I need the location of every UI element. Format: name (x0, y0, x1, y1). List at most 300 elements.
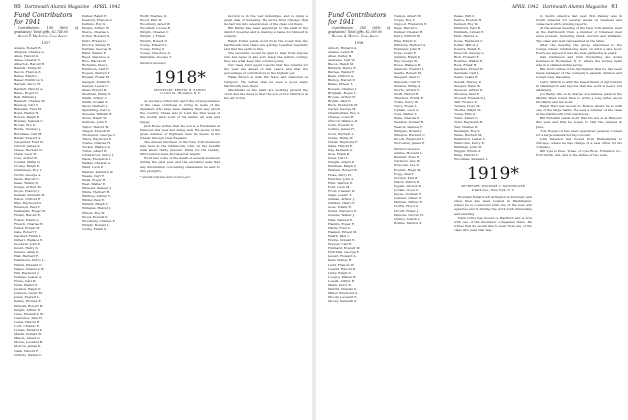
column-4 (224, 14, 308, 416)
contributor-name: Gardner, Frank L. (14, 233, 43, 238)
contributor-name: Whitney, Arthur C. (82, 194, 112, 199)
contributor-name: Davis, Harold C. (14, 176, 40, 181)
fund-heading (328, 12, 390, 39)
contributor-name: Snow, Herbert J. (82, 104, 108, 109)
contributor-name: Libby, Ralph S. (328, 270, 352, 275)
contributor-name: Bennett, Charles W. (14, 98, 46, 103)
contributor-name: Bowers, Charles J. (328, 86, 357, 91)
note-paragraph: Tom Hopwood has been appointed general counsel for a large manufacturing concern. (536, 128, 622, 137)
contributor-name: Bowen, Ralph E. (14, 115, 41, 120)
contributor-name: Thorne, Ralph W. (454, 108, 481, 113)
contributor-name: Zabriskie, George T. (140, 54, 172, 59)
contributor-name: Orcutt, Elmer J. (394, 208, 419, 213)
contributor-name: Barnes, Walter F. (328, 70, 355, 75)
contributor-name: Wells, Roger H. (82, 177, 107, 182)
contributor-name: Bartlett, Harold A. (14, 86, 44, 91)
contributor-name: Emerson, Paul T. (14, 205, 41, 210)
contributor-name: Putnam, George R. (82, 46, 112, 51)
contributor-list (82, 14, 136, 231)
contributor-name: Carroll, James P. (14, 143, 40, 148)
contributor-name: Bigelow, Carl T. (14, 102, 39, 107)
contributor-name: Spencer, Arthur K. (454, 87, 484, 92)
contributor-name: Woodbury, Charles F. (82, 218, 116, 223)
contributor-name: Hayes, Clarence W. (14, 266, 45, 271)
contributor-name: Upham, Leon A. (394, 108, 420, 113)
note-paragraph: Jack Rowe writes that his son is a Freshman at Hanover this year and doing well. He spoke of the great number of Eighteen men he meets in his travels through New England. (140, 123, 220, 140)
contributor-name: Fiske, Percy H. (328, 172, 352, 177)
contributor-name: Butler, Everett A. (14, 135, 42, 140)
contributor-name: Fairbanks, Roger W. (14, 209, 46, 214)
contributor-name: Ellis, Raymond G. (14, 201, 42, 206)
contributor-name: Peabody, Francis A. (82, 18, 113, 23)
contributor-name: Towle, Percy W. (394, 99, 419, 104)
contributor-list (14, 46, 78, 357)
note-paragraph: As we have rolled into April the correspondence of the class continues to bring in news of the members who have been making their way about the country. Chase was in town the first week of the month with word of his family, all well and happy. (140, 99, 220, 124)
contributor-name: Young, Irving S. (140, 46, 165, 51)
contributor-name: Swift, Harold R. (394, 91, 420, 96)
contributor-name: Waite, Herbert M. (454, 132, 483, 137)
contributor-name: Philbrick, Earl R. (454, 26, 481, 31)
contributor-name: Leavitt, Harold D. (328, 266, 357, 271)
contributor-name: Plummer, John R. (394, 46, 422, 51)
contributor-name: Platt, Harold A. (454, 34, 479, 39)
contributor-name: Stickney, Paul F. (454, 91, 480, 96)
contributor-name: Weston, Samuel F. (394, 124, 423, 129)
contributor-name: Young, Edward L. (140, 42, 168, 47)
contributor-name: Dunbar, Kenneth H. (14, 192, 46, 197)
contributor-name: Goodwin, John P. (14, 242, 41, 247)
contributor-name: French, Charles R. (14, 221, 44, 226)
contributor-name: Bacon, Ralph M. (328, 61, 355, 66)
contributor-name: Sargent, Edwin R. (82, 79, 111, 84)
contributor-name: Hobbs, Donald E. (328, 238, 356, 242)
contributor-name: Ray, George W. (394, 59, 418, 64)
note-paragraph: Bill Rundlett sends word that his son is at Hanover this year and that he hopes to visit the campus in June. (536, 116, 622, 129)
contributor-name: Moody, Leonard F. (328, 295, 357, 300)
contributor-name: Tuttle, Albert R. (82, 149, 108, 154)
contributor-name: Shepard, Paul C. (394, 75, 421, 80)
contributor-name: Curtis, George A. (14, 172, 42, 177)
contributor-name: Jewett, Howard A. (328, 254, 357, 259)
contributor-name: Taft, Horace E. (454, 99, 478, 104)
contributor-name: Robbins, Walter E. (454, 59, 484, 64)
contributor-name: Cheney, Louis R. (328, 115, 355, 120)
class-year-heading: 1918* (154, 68, 206, 89)
contributor-name: Doyle, Francis J. (14, 188, 40, 193)
contributor-name: Jackson, Ralph P. (14, 287, 41, 292)
contributor-name: Fogg, Alan T. (394, 171, 415, 176)
contributor-name: Burnham, Carl M. (14, 131, 43, 136)
contributor-name: Nichols, Walter C. (14, 352, 43, 357)
contributor-name: Young, Theodore A. (140, 50, 171, 55)
contributor-name: Gilman, Arthur J. (328, 197, 355, 202)
contributor-name: Gould, Harry S. (14, 246, 39, 251)
contributor-name: Baker, Winthrop S. (14, 78, 44, 83)
note-paragraph: At the annual meeting of the New York Alumni, held at the Dartmouth Club, a number of Nineteen men were present, including Clark, Gordon and Williams. The class was well represented at the table. (536, 26, 622, 43)
contributor-name: Wood, Paul W. (140, 18, 163, 23)
contributor-name: Winslow, Herbert C. (394, 132, 426, 137)
contributor-name: Woodbury, Jared W. (140, 22, 171, 27)
contributor-name: Pike, Edwin S. (394, 38, 417, 43)
contributor-name: Sawyer, Lewis C. (82, 83, 109, 88)
contributor-name: Peirce, Everett H. (454, 18, 483, 23)
contributor-name: Parsons, Grover H. (394, 212, 424, 217)
contributor-name: Hatch, Milton R. (394, 179, 421, 184)
contributor-name: Carter, George M. (328, 107, 357, 111)
note-paragraph: John Peterson has moved from Philadelphia to Chicago, where he has charge of a new office for his company. (536, 136, 622, 149)
contributor-name: Rand, Walter P. (82, 50, 106, 55)
contributor-name: Jones, Everett L. (14, 295, 41, 300)
contributor-name: Carleton, Guy W. (394, 159, 421, 164)
page-number: 60 (14, 4, 21, 10)
contributor-name: Goss, Edwin R. (328, 205, 352, 210)
note-paragraph: The secretary would be glad to hear from anyone who has news of any sort. Keep the letters coming; they are what keep this column going. (224, 50, 308, 64)
note-paragraph: Bill Burke has been appointed to the staff of the district hospital and is making a name for himself in surgery. (224, 26, 308, 39)
contributor-name: Woods, Raymond L. (394, 136, 426, 141)
contributor-name: Gale, Robert T. (14, 229, 38, 234)
contributor-name: Jordan, Lloyd C. (394, 188, 420, 193)
contributor-name: Knight, Arthur E. (14, 307, 42, 312)
contributor-name: Drew, Carl L. (328, 156, 349, 161)
contributor-name: Lowell, Arthur R. (328, 278, 356, 283)
contributor-name: Potter, Milton J. (454, 42, 479, 47)
contributor-name: Wadleigh, Roy S. (454, 128, 481, 133)
contributor-name: Bradley, Samuel C. (14, 119, 44, 124)
contributor-name: Pope, Lewis E. (394, 50, 417, 55)
contributor-name: Blake, Ernest T. (328, 82, 353, 87)
contributor-name: Cole, Arthur B. (14, 156, 38, 161)
contributor-name: Babbitt, Philip M. (14, 66, 42, 71)
contributor-name: Hall, Herbert F. (14, 254, 39, 259)
contributor-name: Quincy, Austin L. (394, 216, 421, 221)
contributor-list (394, 151, 450, 225)
contributor-name: Miller, Raymond A. (328, 291, 359, 296)
contributor-name: Webster, Donald R. (394, 120, 424, 125)
contributor-name: Stowell, Frederick J. (454, 95, 486, 100)
running-head (14, 4, 120, 10)
contributor-name: Blaisdell, Fred M. (14, 107, 43, 111)
contributor-name: Phelps, Arthur W. (82, 26, 110, 31)
note-paragraph: Rowland Pollard left Arlington in February and since then has been located in Washington, where he is connected with one of the new war agencies and is finding the work both interesting and exacting. (454, 195, 532, 216)
contributor-name: Hamlin, Roger F. (328, 221, 355, 226)
contributor-name: Palmer, Chester R. (394, 30, 424, 35)
class-secretary: SECRETARY, WINDSOR C. BATCHELDER (461, 184, 525, 189)
contributor-name: White, Herbert R. (82, 190, 111, 195)
contributor-name: Frost, Chester W. (328, 188, 356, 193)
contributor-name: Sears, Leslie R. (454, 75, 479, 80)
contributor-name: Lane, Frederick W. (14, 311, 44, 316)
contributor-name: Ward, Leon P. (82, 165, 104, 170)
note-paragraph: Herb Colby has moved to Hartford and is now with one of the insurance companies there. He writes that he would like to hear from any of the class who pass that way. (454, 215, 532, 232)
running-head (512, 4, 618, 10)
contributor-name: Woodman, Kenneth L. (454, 157, 489, 162)
contributor-name: Ames, Chester C. (14, 57, 42, 62)
contributor-name: Spaulding, Carl A. (82, 108, 111, 113)
contributor-name: Stevens, William R. (82, 112, 113, 117)
contributor-name: Atherton, Harold R. (14, 61, 45, 66)
contributor-name: Ford, Leon M. (328, 184, 351, 189)
contributor-name: Wing, Harold T. (454, 153, 479, 158)
contributor-name: Dodge, Arthur M. (14, 184, 42, 189)
contributor-name: Wright, J. Frank (140, 34, 165, 39)
contributor-name: Norris, Floyd A. (394, 204, 419, 209)
contributor-name: Washburn, Lester C. (454, 136, 486, 141)
contributor-name: Hardy, Fred C. (328, 225, 351, 230)
contributor-name: Hunt, Walter S. (14, 283, 39, 288)
contributor-name: Smith, Donald P. (82, 99, 108, 104)
contributor-name: Towne, Charles H. (82, 140, 111, 145)
contributor-name: Crane, Philip W. (328, 135, 354, 140)
secretary-address: 4 Park Ave., New York, N. Y. (471, 187, 515, 192)
contributor-name: Tucker, Wallace S. (82, 145, 111, 149)
contributor-name: Richards, Paul L. (82, 63, 109, 68)
contributor-name: Kelley, Thomas F. (14, 299, 42, 304)
left-page (0, 0, 312, 420)
contributor-name: Tobey, Ellis G. (454, 112, 476, 117)
contributor-name: Quimby, Ralph P. (394, 54, 421, 59)
contributor-name: Allen, Harold G. (14, 53, 40, 58)
contributor-name: Hooper, Carl R. (328, 242, 353, 247)
contributor-name: Nelson, Albert W. (394, 14, 422, 18)
contributor-name: Brigham, Roger L. (328, 90, 357, 95)
contributor-name: Rich, Howard F. (454, 54, 480, 59)
contributor-name: Tilton, Raymond E. (82, 136, 113, 141)
contributor-name: Abbott, Richard A. (328, 45, 358, 50)
contributor-name: Carpenter, Fred H. (14, 139, 44, 144)
class-year: 1917 (41, 40, 51, 45)
contributor-name: Perry, Clifford W. (394, 34, 421, 39)
contributor-name: Powers, Ralph E. (454, 46, 481, 51)
contributor-name: Wright, Donald L. (82, 222, 110, 227)
contributor-name: Bishop, Harold P. (328, 78, 355, 83)
contributor-name: Ross, Frank H. (454, 63, 478, 68)
class-agent: Arthur P. MacIntyre, Class Agent. (18, 34, 68, 39)
note-paragraph: The annual luncheon of the New York members was held at the Dartmouth Club on the twelfth with about thirty present. Plans for the twenty-fifth reunion were discussed at length. (140, 139, 220, 157)
contributor-name: Gordon, Earl B. (394, 175, 419, 180)
contributor-name: Wiggin, Edwin A. (454, 149, 482, 154)
contributor-name: Proctor, Sidney H. (82, 42, 111, 47)
contributor-name: Everett, Hugh M. (394, 167, 422, 172)
contributor-name: Underwood, Percy J. (82, 153, 114, 158)
contributor-name: Ahlgren, Charles A. (14, 49, 45, 54)
contributor-name: Tyler, Raymond H. (454, 120, 484, 125)
contributor-name: Lewis, Harold R. (14, 319, 41, 324)
contributor-name: Hale, Samuel P. (328, 217, 353, 222)
contributor-name: Wright, Robert D. (140, 38, 168, 43)
contributor-name: Bates, Roger N. (14, 90, 39, 95)
contributor-name: Warren, Kenneth W. (82, 169, 114, 174)
contributor-name: Rogers, Warren T. (82, 71, 111, 76)
contributor-name: Barrett, Percy W. (14, 82, 41, 87)
contributor-name: Heath, Paul L. (328, 233, 351, 238)
fund-subtitle: Contributors: 165 (66% of graduates). Total gifts, $2,500.00 (328, 26, 390, 35)
contributor-name: Bailey, Ralph L. (14, 74, 39, 79)
contributor-name: Pratt, Ernest D. (82, 38, 107, 43)
contributor-name: Keyes, Norman F. (394, 192, 422, 197)
class-notes (140, 99, 220, 173)
contributor-name: Stone, Ralph W. (82, 116, 107, 121)
contributor-name: Graves, Allan D. (14, 250, 40, 255)
contributor-name: Parker, Ralph E. (82, 14, 108, 18)
contributor-name: Pease, Will C. (454, 14, 476, 18)
contributor-name: Donovan, Leo P. (394, 163, 419, 168)
contributor-list (328, 46, 390, 304)
contributor-list (454, 14, 532, 161)
fund-heading (14, 12, 78, 39)
class-year-heading: 1919* (467, 164, 519, 185)
contributor-name: Osgood, Frederick E. (394, 22, 428, 27)
contributor-name: Brooks, Arthur H. (328, 94, 356, 99)
contributor-name: Train, Albert C. (454, 116, 479, 121)
column-3 (140, 14, 220, 416)
contributor-name: Vose, Walter T. (394, 112, 418, 117)
contributor-name: Fuller, Ernest W. (14, 225, 41, 230)
contributor-name: Glidden, Harry F. (328, 201, 356, 206)
contributor-name: Wilder, Paul E. (82, 198, 106, 203)
issue-date: APRIL 1942 (93, 5, 121, 10)
fund-title: Fund Contributors for 1941 (328, 12, 387, 27)
contributor-name: Andrews, Carl W. (328, 57, 356, 62)
right-page (316, 0, 628, 420)
contributor-name: Fisher, Harold E. (14, 213, 41, 218)
contributor-name: Morse, Leonard B. (14, 340, 44, 345)
issue-date: APRIL 1942 (511, 5, 539, 10)
contributor-name: Dana, Harold E. (328, 143, 354, 148)
contributor-name: Sawtelle, Carl J. (454, 71, 480, 76)
contributor-name: Whitman, John W. (454, 145, 482, 149)
contributor-name: Mason, Albert G. (14, 336, 41, 341)
contributor-name: Wilson, Roy W. (82, 210, 106, 215)
contributor-name: Bennett, Ross E. (394, 155, 420, 160)
magazine-title: Dartmouth Alumni Magazine (24, 5, 90, 10)
note-paragraph: Dan Dickinson and Dick Duckering are doing business in Rochester, N. Y., where the hockey team was in a championship series. (536, 54, 622, 68)
contributor-name: Thayer, Everett B. (82, 128, 111, 133)
contributor-name: Farnum, Robert W. (328, 168, 358, 173)
note-paragraph: Hank Brown is with the Navy and stationed at Newport. He writes that he sees a good many Dartmouth men there. (224, 75, 308, 88)
contributor-name: Mann, Percy E. (328, 283, 352, 288)
contributor-name: Conant, Philip D. (14, 160, 41, 165)
fund-subtitle: Contributors: 198 (80% of graduates). Total gifts, $2,740.00 (14, 26, 78, 35)
secretary-address: 1 Court St., Brooklyn, N. Y. (159, 91, 201, 96)
contributor-name: Eastman, Ralph C. (328, 164, 358, 169)
contributor-name: Hubbard, Everett W. (328, 246, 361, 251)
contributor-name: Cummings, Roy L. (14, 168, 43, 173)
note-paragraph: Joe Reilly, who is in charge of a defense plant in the Middle West, found time to write a long letter about his family and his work. (536, 91, 622, 104)
contributor-name: Weeks, Carl F. (82, 173, 105, 178)
fund-title: Fund Contributors for 1941 (14, 12, 73, 27)
column-2 (394, 14, 450, 416)
contributor-name: Brown, Roy E. (14, 123, 37, 128)
contributor-name: Marsh, Donald W. (14, 332, 42, 337)
contributor-name: Rice, Harold W. (82, 59, 107, 64)
page-number: 61 (611, 4, 618, 10)
note-paragraph: Bill Lyle is Pres. Treas. of Lyle Bros. Furniture Co., Fort Smith, Ark. and is the father of two sons. (536, 149, 622, 158)
contributor-name: Sanborn, Everett L. (394, 67, 425, 72)
contributor-name: Smith, Arthur L. (82, 95, 108, 100)
contributor-name: Reed, Clarence A. (82, 54, 111, 59)
contributor-name: Flint, Warren E. (328, 180, 354, 185)
contributor-name: Gage, Lester T. (328, 192, 352, 197)
contributor-name: Wood, Everett P. (82, 214, 108, 219)
contributor-name: Clark, Leon W. (14, 152, 37, 157)
contributor-name: Haskell, Ernest M. (328, 229, 358, 234)
note-paragraph: Machinists at the plant are working around the clock and the news is that the son of Doc Harris is in the Air Corps. (224, 87, 308, 100)
contributor-name: Young, Frank S. (82, 226, 107, 231)
contributor-name: Walker, Chester A. (82, 161, 112, 166)
contributor-name: Moore, Kenneth P. (328, 299, 357, 304)
contributor-name: Sherman, Philip E. (82, 91, 112, 96)
note-paragraph: Ralph Hart has moved to Boston where he is with one of the large banks. He sees a number of the class at the Dartmouth Club luncheons. (536, 104, 622, 117)
contributor-name: Searle, Robert M. (394, 71, 422, 76)
column-1 (14, 12, 78, 416)
contributor-name: Willard, Ralph T. (82, 202, 109, 207)
contributor-name: Gilbert, Wallace E. (14, 238, 44, 242)
contributor-name: Ladd, Francis W. (328, 262, 355, 267)
contributor-name: Sewall, Harvey P. (454, 79, 482, 84)
contributor-name: Tracy, Roger L. (394, 104, 418, 109)
contributor-name: Fletcher, John A. (328, 176, 355, 181)
note-paragraph: to South America last year. Bob Paisley was in South America for several weeks on business and came back with glowing reports. (536, 14, 622, 27)
contributor-name: West, Walter E. (82, 181, 107, 186)
contributor-name: Allen, Perley B. (328, 53, 353, 58)
class-notes (454, 195, 532, 232)
contributor-name: Poole, Raymond C. (454, 38, 484, 43)
contributor-name: Hutchins, George F. (328, 250, 360, 255)
class-notes (536, 14, 622, 157)
contributor-name: Robinson, Carl E. (82, 67, 110, 72)
memoriam-note: Members deceased (394, 148, 420, 151)
contributor-name: Wolff, Charles, Jr. (140, 14, 168, 18)
contributor-name: Thurston, Frank E. (394, 95, 424, 100)
contributor-name: Dwight, Albert P. (328, 160, 355, 165)
contributor-name: Dean, Walter R. (14, 180, 39, 185)
contributor-name: Sleeper, Dana W. (454, 83, 481, 88)
contributor-name: Shaw, Robert H. (82, 87, 108, 92)
contributor-name: Worcester, James E. (394, 140, 426, 145)
class-notes (224, 14, 308, 100)
contributor-name: Whitcomb, Percy E. (454, 140, 485, 145)
contributor-name: Baldwin, Henry E. (328, 66, 357, 71)
contributor-name: Bryant, Paul E. (328, 98, 352, 103)
contributor-name: Kent, Sidney R. (328, 258, 353, 263)
contributor-name: Grant, Clarence E. (328, 209, 358, 214)
contributor-name: Johnson, Oscar M. (14, 291, 43, 296)
contributor-name: Ware, Charles P. (394, 116, 420, 121)
column-2 (82, 14, 136, 416)
contributor-name: Lamson, Oliver G. (394, 196, 423, 201)
contributor-name: Rollins, Merton S. (394, 220, 423, 225)
contributor-list (394, 14, 450, 145)
contributor-name: Crosby, Ralph E. (14, 164, 41, 169)
contributor-name: Perkins, Roy G. (82, 22, 106, 27)
contributor-name: Williams, Harold J. (82, 206, 112, 211)
class-year: 1918 (354, 40, 364, 45)
note-paragraph: Bill Scott writes from Springfield that he has been made manager of the company's eastern division and is kept busy traveling. (536, 67, 622, 80)
contributor-name: Russell, Frank M. (82, 75, 110, 80)
contributor-name: Sullivan, John F. (82, 120, 108, 125)
contributor-name: Wade, Frederick L. (82, 157, 112, 162)
contributor-name: Tenney, Lloyd M. (454, 104, 481, 109)
contributor-name: Howe, Carl W. (14, 278, 37, 283)
contributor-name: Simonds, Carl H. (394, 79, 421, 84)
contributor-name: Bacon, Francis E. (14, 70, 42, 75)
contributor-name: Ingalls, Vernon K. (394, 183, 422, 188)
contributor-name: Adams, Lewis H. (328, 49, 355, 54)
column-3 (454, 14, 532, 416)
contributor-name: Merrill, Charles S. (328, 287, 357, 292)
contributor-name: Chase, Herbert N. (14, 147, 43, 152)
contributor-name: Harris, Edward C. (14, 262, 43, 267)
